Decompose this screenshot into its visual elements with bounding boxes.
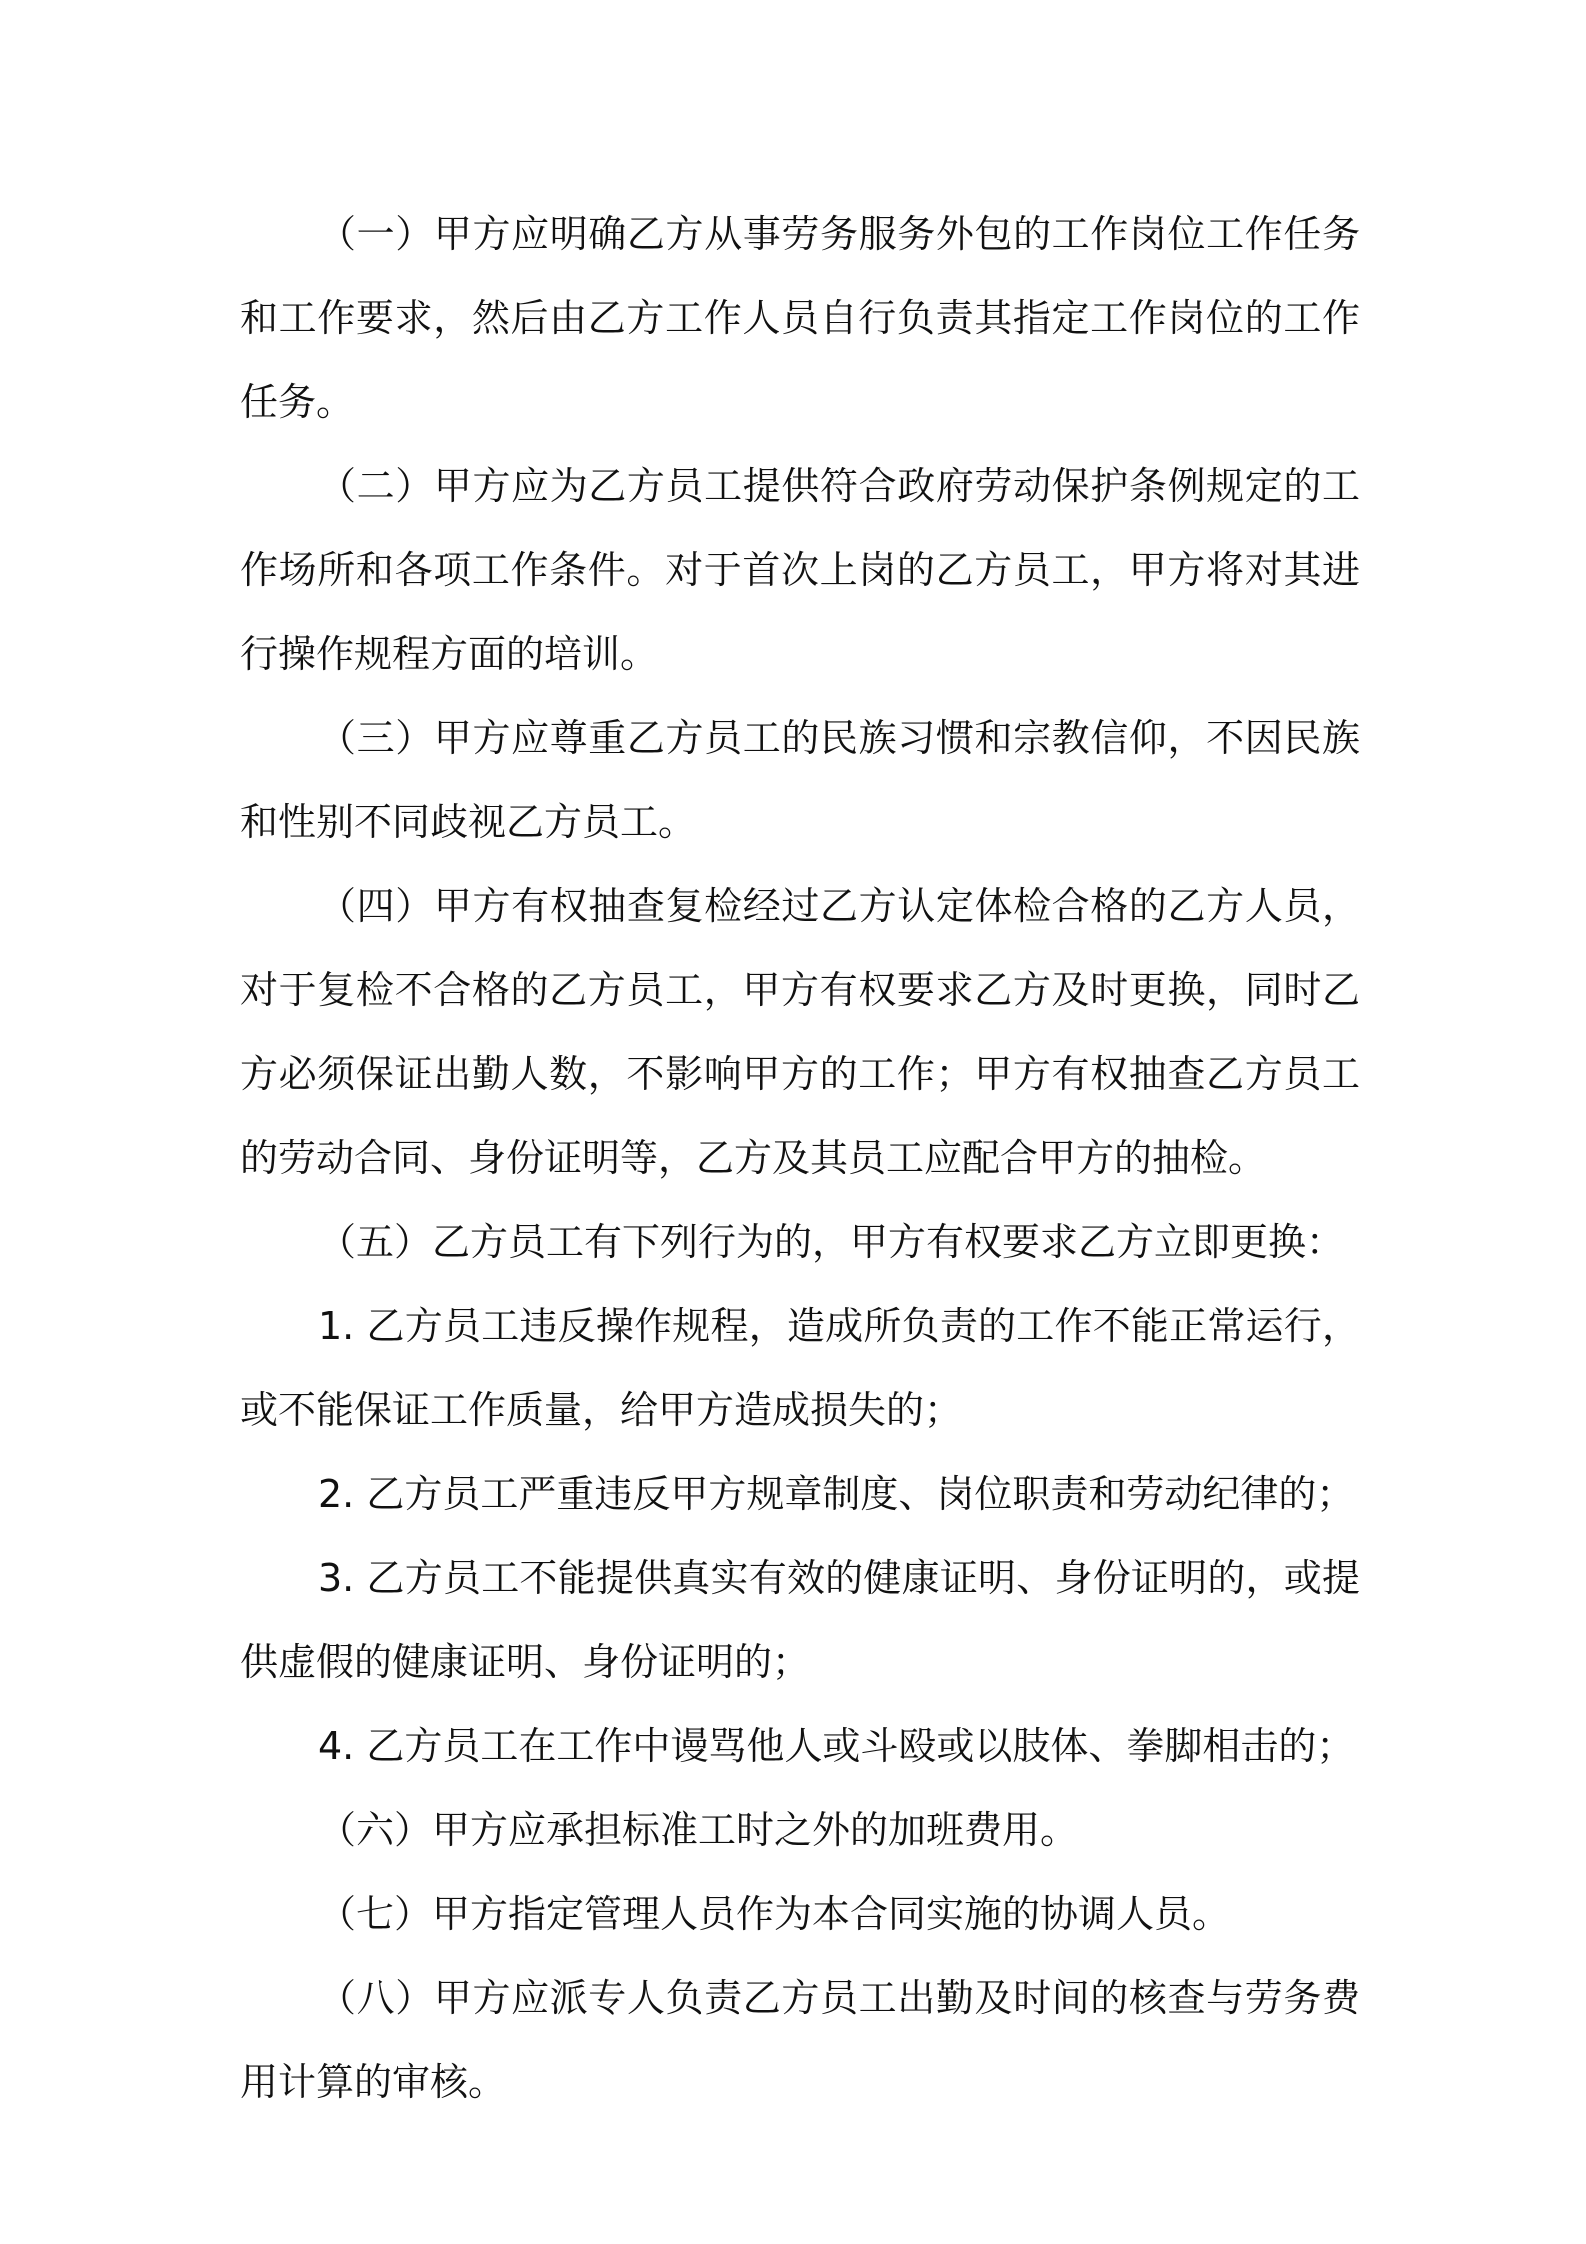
clause-6-paragraph: （六）甲方应承担标准工时之外的加班费用。 [318,1808,1079,1852]
clause-5-item-3: 3. 乙方员工不能提供真实有效的健康证明、身份证明的，或提供虚假的健康证明、身份证明的； [240,1556,1360,1684]
clause-5-item-1: 1. 乙方员工违反操作规程，造成所负责的工作不能正常运行，或不能保证工作质量，给甲方造成损失的； [240,1304,1360,1432]
clause-8-paragraph: （八）甲方应派专人负责乙方员工出勤及时间的核查与劳务费用计算的审核。 [240,1976,1360,2104]
clause-5-paragraph: （五）乙方员工有下列行为的，甲方有权要求乙方立即更换： [318,1220,1345,1264]
clause-1-paragraph: （一）甲方应明确乙方从事劳务服务外包的工作岗位工作任务和工作要求，然后由乙方工作人员自行负责其指定工作岗位的工作任务。 [240,212,1360,424]
clause-7-paragraph: （七）甲方指定管理人员作为本合同实施的协调人员。 [318,1892,1231,1936]
clause-5-item-2: 2. 乙方员工严重违反甲方规章制度、岗位职责和劳动纪律的； [318,1472,1355,1516]
clause-4-paragraph: （四）甲方有权抽查复检经过乙方认定体检合格的乙方人员，对于复检不合格的乙方员工，甲方有权要求乙方及时更换，同时乙方必须保证出勤人数，不影响甲方的工作；甲方有权抽查乙方员工的劳动合同、身份证明等，乙方及其员工应配合甲方的抽检。 [240,884,1360,1180]
clause-2-paragraph: （二）甲方应为乙方员工提供符合政府劳动保护条例规定的工作场所和各项工作条件。对于首次上岗的乙方员工，甲方将对其进行操作规程方面的培训。 [240,464,1360,676]
document-body [240,192,1360,2124]
clause-5-item-4: 4. 乙方员工在工作中谩骂他人或斗殴或以肢体、拳脚相击的； [318,1724,1355,1768]
clause-3-paragraph: （三）甲方应尊重乙方员工的民族习惯和宗教信仰，不因民族和性别不同歧视乙方员工。 [240,716,1360,844]
